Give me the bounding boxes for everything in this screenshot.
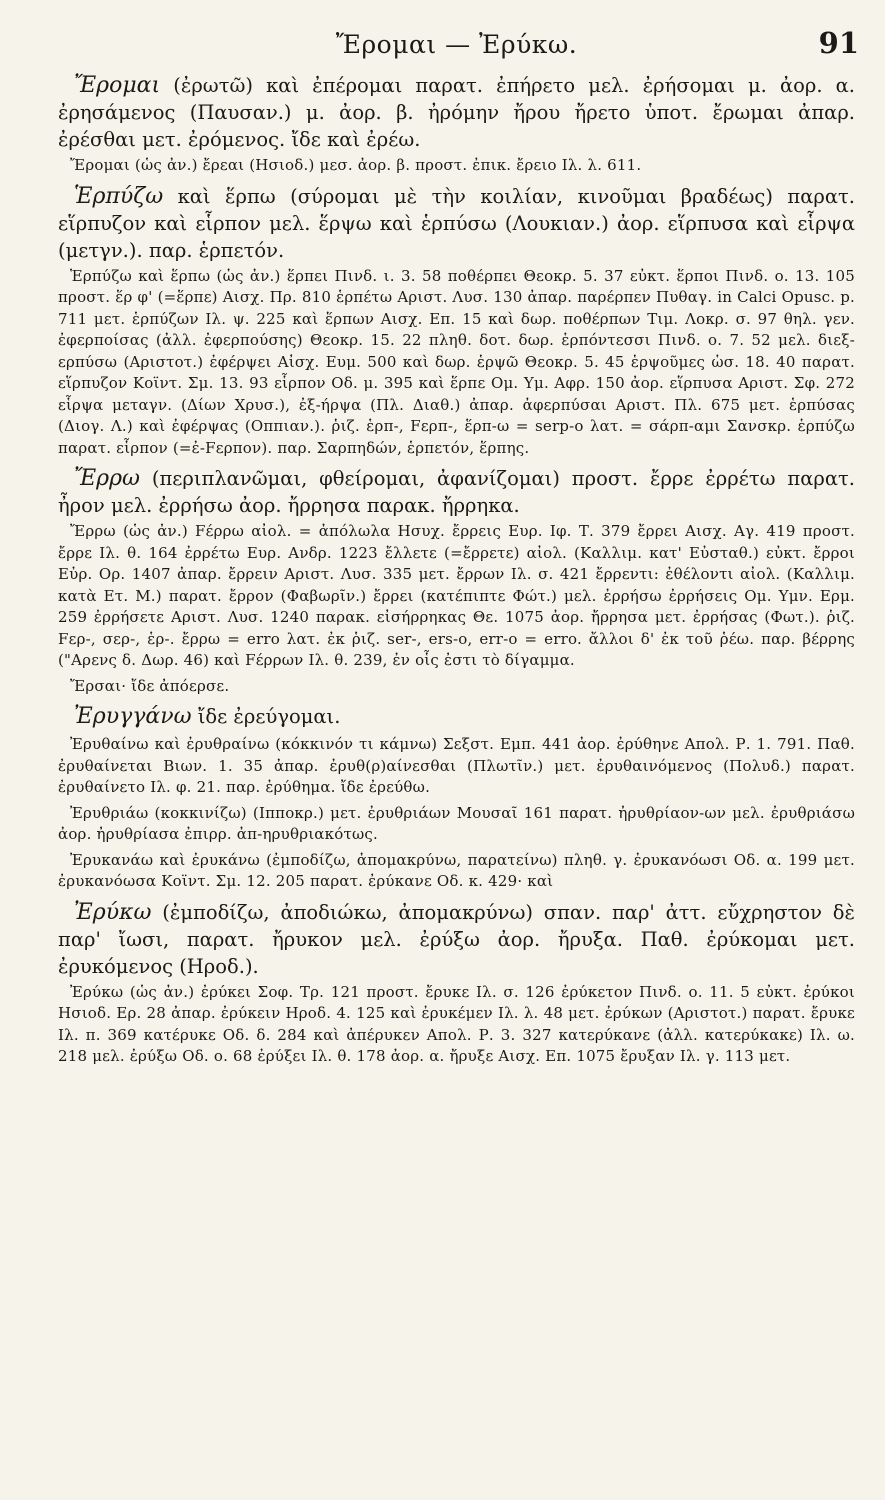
dictionary-entry <box>58 72 855 177</box>
entry-definition: ἴδε ἐρεύγομαι. <box>191 705 341 728</box>
dictionary-entry <box>58 703 855 893</box>
dictionary-entry <box>58 899 855 1068</box>
entry-citation-paragraph: Ἐρυθριάω (κοκκινίζω) (Ιπποκρ.) μετ. ἐρυθριάων Μουσαῖ 161 παρατ. ἠρυθρίαον-ων μελ. ἐρυθριάσω ἀορ. ἠρυθρίασα ἐπιρρ. ἀπ-ηρυθριακότως. <box>58 803 855 843</box>
entry-headword: Ἐρυγγάνω <box>74 704 192 729</box>
entry-definition: (ἐρωτῶ) καὶ ἐπέρομαι παρατ. ἐπήρετο μελ. ἐρήσομαι μ. ἀορ. α. ἐρησάμενος (Παυσαν.) μ. ἀορ. β. ἠρόμην ἤρου ἤρετο ὑποτ. ἔρωμαι ἀπαρ. ἐρέσθαι μετ. ἐρόμενος. ἴδε καὶ ἐρέω. <box>58 74 855 151</box>
entry-headword: Ἔρρω <box>74 466 140 491</box>
entry-main-paragraph <box>58 899 855 980</box>
entry-citation-paragraph: Ἐρυθαίνω καὶ ἐρυθραίνω (κόκκινόν τι κάμνω) Σεξστ. Εμπ. 441 ἀορ. ἐρύθηνε Απολ. Ρ. 1. 791. Παθ. ἐρυθαίνεται Βιων. 1. 35 ἀπαρ. ἐρυθ(ρ)αίνεσθαι (Πλωτῖν.) μετ. ἐρυθαινόμενος (Πολυδ.) παρατ. ἐρυθαίνετο Ιλ. φ. 21. παρ. ἐρύθημα. ἴδε ἐρεύθω. <box>58 735 855 796</box>
header-title: Ἔρομαι — Ἐρύκω. <box>335 30 578 59</box>
entry-headword: Ἑρπύζω <box>74 183 164 209</box>
entry-citation-paragraph: Ἔρρω (ὡς ἀν.) Fέρρω αἰολ. = ἀπόλωλα Ησυχ. ἔρρεις Ευρ. Ιφ. Τ. 379 ἔρρει Αισχ. Αγ. 419 προστ. ἔρρε Ιλ. θ. 164 ἐρρέτω Ευρ. Ανδρ. 1223 ἔλλετε (=ἔρρετε) αἰολ. (Καλλιμ. κατ' Εὐσταθ.) εὐκτ. ἔρροι Εὐρ. Ορ. 1407 ἀπαρ. ἔρρειν Αριστ. Λυσ. 335 μετ. ἔρρων Ιλ. σ. 421 ἔρρεντι: ἐθέλοντι αἰολ. (Καλλιμ. κατὰ Ετ. Μ.) παρατ. ἔρρον (Φαβωρῖν.) ἔρρει (κατέπιπτε Φώτ.) μελ. ἐρρήσω ἐρρήσεις Ομ. Υμν. Ερμ. 259 ἐρρήσετε Αριστ. Λυσ. 1240 παρακ. εἰσήρρηκας Θε. 1075 ἀορ. ἤρρησα μετ. ἐρρήσας (Φωτ.). ῥιζ. Fερ-, σερ-, ἑρ-. ἔρρω = erro λατ. ἐκ ῥιζ. ser-, ers-o, err-o = erro. ἄλλοι δ' ἐκ τοῦ ῥέω. παρ. βέρρης ("Αρενς δ. Δωρ. 46) καὶ Fέρρων Ιλ. θ. 239, ἐν οἷς ἐστι τὸ δίγαμμα. <box>58 522 855 669</box>
entry-main-paragraph <box>58 183 855 264</box>
entry-definition: καὶ ἕρπω (σύρομαι μὲ τὴν κοιλίαν, κινοῦμαι βραδέως) παρατ. εἵρπυζον καὶ εἷρπον μελ. ἕρψω καὶ ἑρπύσω (Λουκιαν.) ἀορ. εἵρπυσα καὶ εἷρψα (μετγν.). παρ. ἑρπετόν. <box>58 184 855 262</box>
entry-main-paragraph <box>58 703 855 730</box>
running-header <box>58 22 859 72</box>
entry-main-paragraph <box>58 465 855 519</box>
entry-definition: (περιπλανῶμαι, φθείρομαι, ἀφανίζομαι) προστ. ἔρρε ἐρρέτω παρατ. ἦρον μελ. ἐρρήσω ἀορ. ἤρρησα παρακ. ἤρρηκα. <box>58 467 855 517</box>
entry-citation-paragraph: Ἐρύκω (ὡς ἀν.) ἐρύκει Σοφ. Τρ. 121 προστ. ἔρυκε Ιλ. σ. 126 ἐρύκετον Πινδ. ο. 11. 5 εὐκτ. ἐρύκοι Ησιοδ. Ερ. 28 ἀπαρ. ἐρύκειν Ηροδ. 4. 125 καὶ ἐρυκέμεν Ιλ. λ. 48 μετ. ἐρύκων (Αριστοτ.) παρατ. ἔρυκε Ιλ. π. 369 κατέρυκε Οδ. δ. 284 καὶ ἀπέρυκεν Απολ. Ρ. 3. 327 κατερύκανε (ἀλλ. κατερύκακε) Ιλ. ω. 218 μελ. ἐρύξω Οδ. ο. 68 ἐρύξει Ιλ. θ. 178 ἀορ. α. ἤρυξε Αισχ. Επ. 1075 ἔρυξαν Ιλ. γ. 113 μετ. <box>58 982 855 1065</box>
entry-citation-paragraph: Ἐρυκανάω καὶ ἐρυκάνω (ἐμποδίζω, ἀπομακρύνω, παρατείνω) πληθ. γ. ἐρυκανόωσι Οδ. α. 199 μετ. ἐρυκανόωσα Κοϊντ. Σμ. 12. 205 παρατ. ἐρύκανε Οδ. κ. 429· καὶ <box>58 850 855 890</box>
page-number: 91 <box>818 26 859 60</box>
entry-citation-paragraph: Ἑρπύζω καὶ ἕρπω (ὡς ἀν.) ἕρπει Πινδ. ι. 3. 58 ποθέρπει Θεοκρ. 5. 37 εὐκτ. ἕρποι Πινδ. ο. 13. 105 προστ. ἕρ φ' (=ἕρπε) Αισχ. Πρ. 810 ἑρπέτω Αριστ. Λυσ. 130 ἀπαρ. παρέρπεν Πυθαγ. in Calci Opusc. p. 711 μετ. ἑρπύζων Ιλ. ψ. 225 καὶ ἕρπων Αισχ. Επ. 15 καὶ δωρ. ποθέρπων Τιμ. Λοκρ. σ. 97 θηλ. γεν. ἐφερποίσας (ἀλλ. ἐφερπούσης) Θεοκρ. 15. 22 πληθ. δοτ. δωρ. ἑρπόντεσσι Πινδ. ο. 7. 52 μελ. διεξ-ερπύσω (Αριστοτ.) ἐφέρψει Αἰσχ. Ευμ. 500 καὶ δωρ. ἑρψῶ Θεοκρ. 5. 45 ἑρψοῦμες ὡσ. 18. 40 παρατ. εἵρπυζον Κοϊντ. Σμ. 13. 93 εἷρπον Οδ. μ. 395 καὶ ἕρπε Ομ. Υμ. Αφρ. 150 ἀορ. εἵρπυσα Αριστ. Σφ. 272 εἷρψα μεταγν. (Δίων Χρυσ.), ἐξ-ήρψα (Πλ. Διαθ.) ἀπαρ. ἀφερπύσαι Αριστ. Πλ. 675 μετ. ἑρπύσας (Διογ. Λ.) καὶ ἐφέρψας (Οππιαν.). ῥιζ. ἑρπ-, Fερπ-, ἕρπ-ω = serp-o λατ. = σάρπ-αμι Σανσκρ. ἑρπύζω παρατ. εἷρπον (=ἐ-Fερπον). παρ. Σαρπηδών, ἑρπετόν, ἕρπης. <box>58 266 855 457</box>
entry-headword: Ἔρομαι <box>74 73 161 98</box>
entry-citation-paragraph: Ἔρομαι (ὡς ἀν.) ἔρεαι (Ησιοδ.) μεσ. ἀορ. β. προστ. ἐπικ. ἔρειο Ιλ. λ. 611. <box>70 156 642 174</box>
entry-headword: Ἐρύκω <box>74 899 152 925</box>
entry-definition: (ἐμποδίζω, ἀποδιώκω, ἀπομακρύνω) σπαν. παρ' ἀττ. εὔχρηστον δὲ παρ' ἴωσι, παρατ. ἤρυκον μελ. ἐρύξω ἀορ. ἤρυξα. Παθ. ἐρύκομαι μετ. ἐρυκόμενος (Ηροδ.). <box>58 900 855 978</box>
entry-main-paragraph <box>58 72 855 153</box>
dictionary-entry <box>58 465 855 697</box>
dictionary-entry <box>58 183 855 460</box>
entry-cross-reference: Ἔρσαι· ἴδε ἀπόερσε. <box>70 676 230 695</box>
